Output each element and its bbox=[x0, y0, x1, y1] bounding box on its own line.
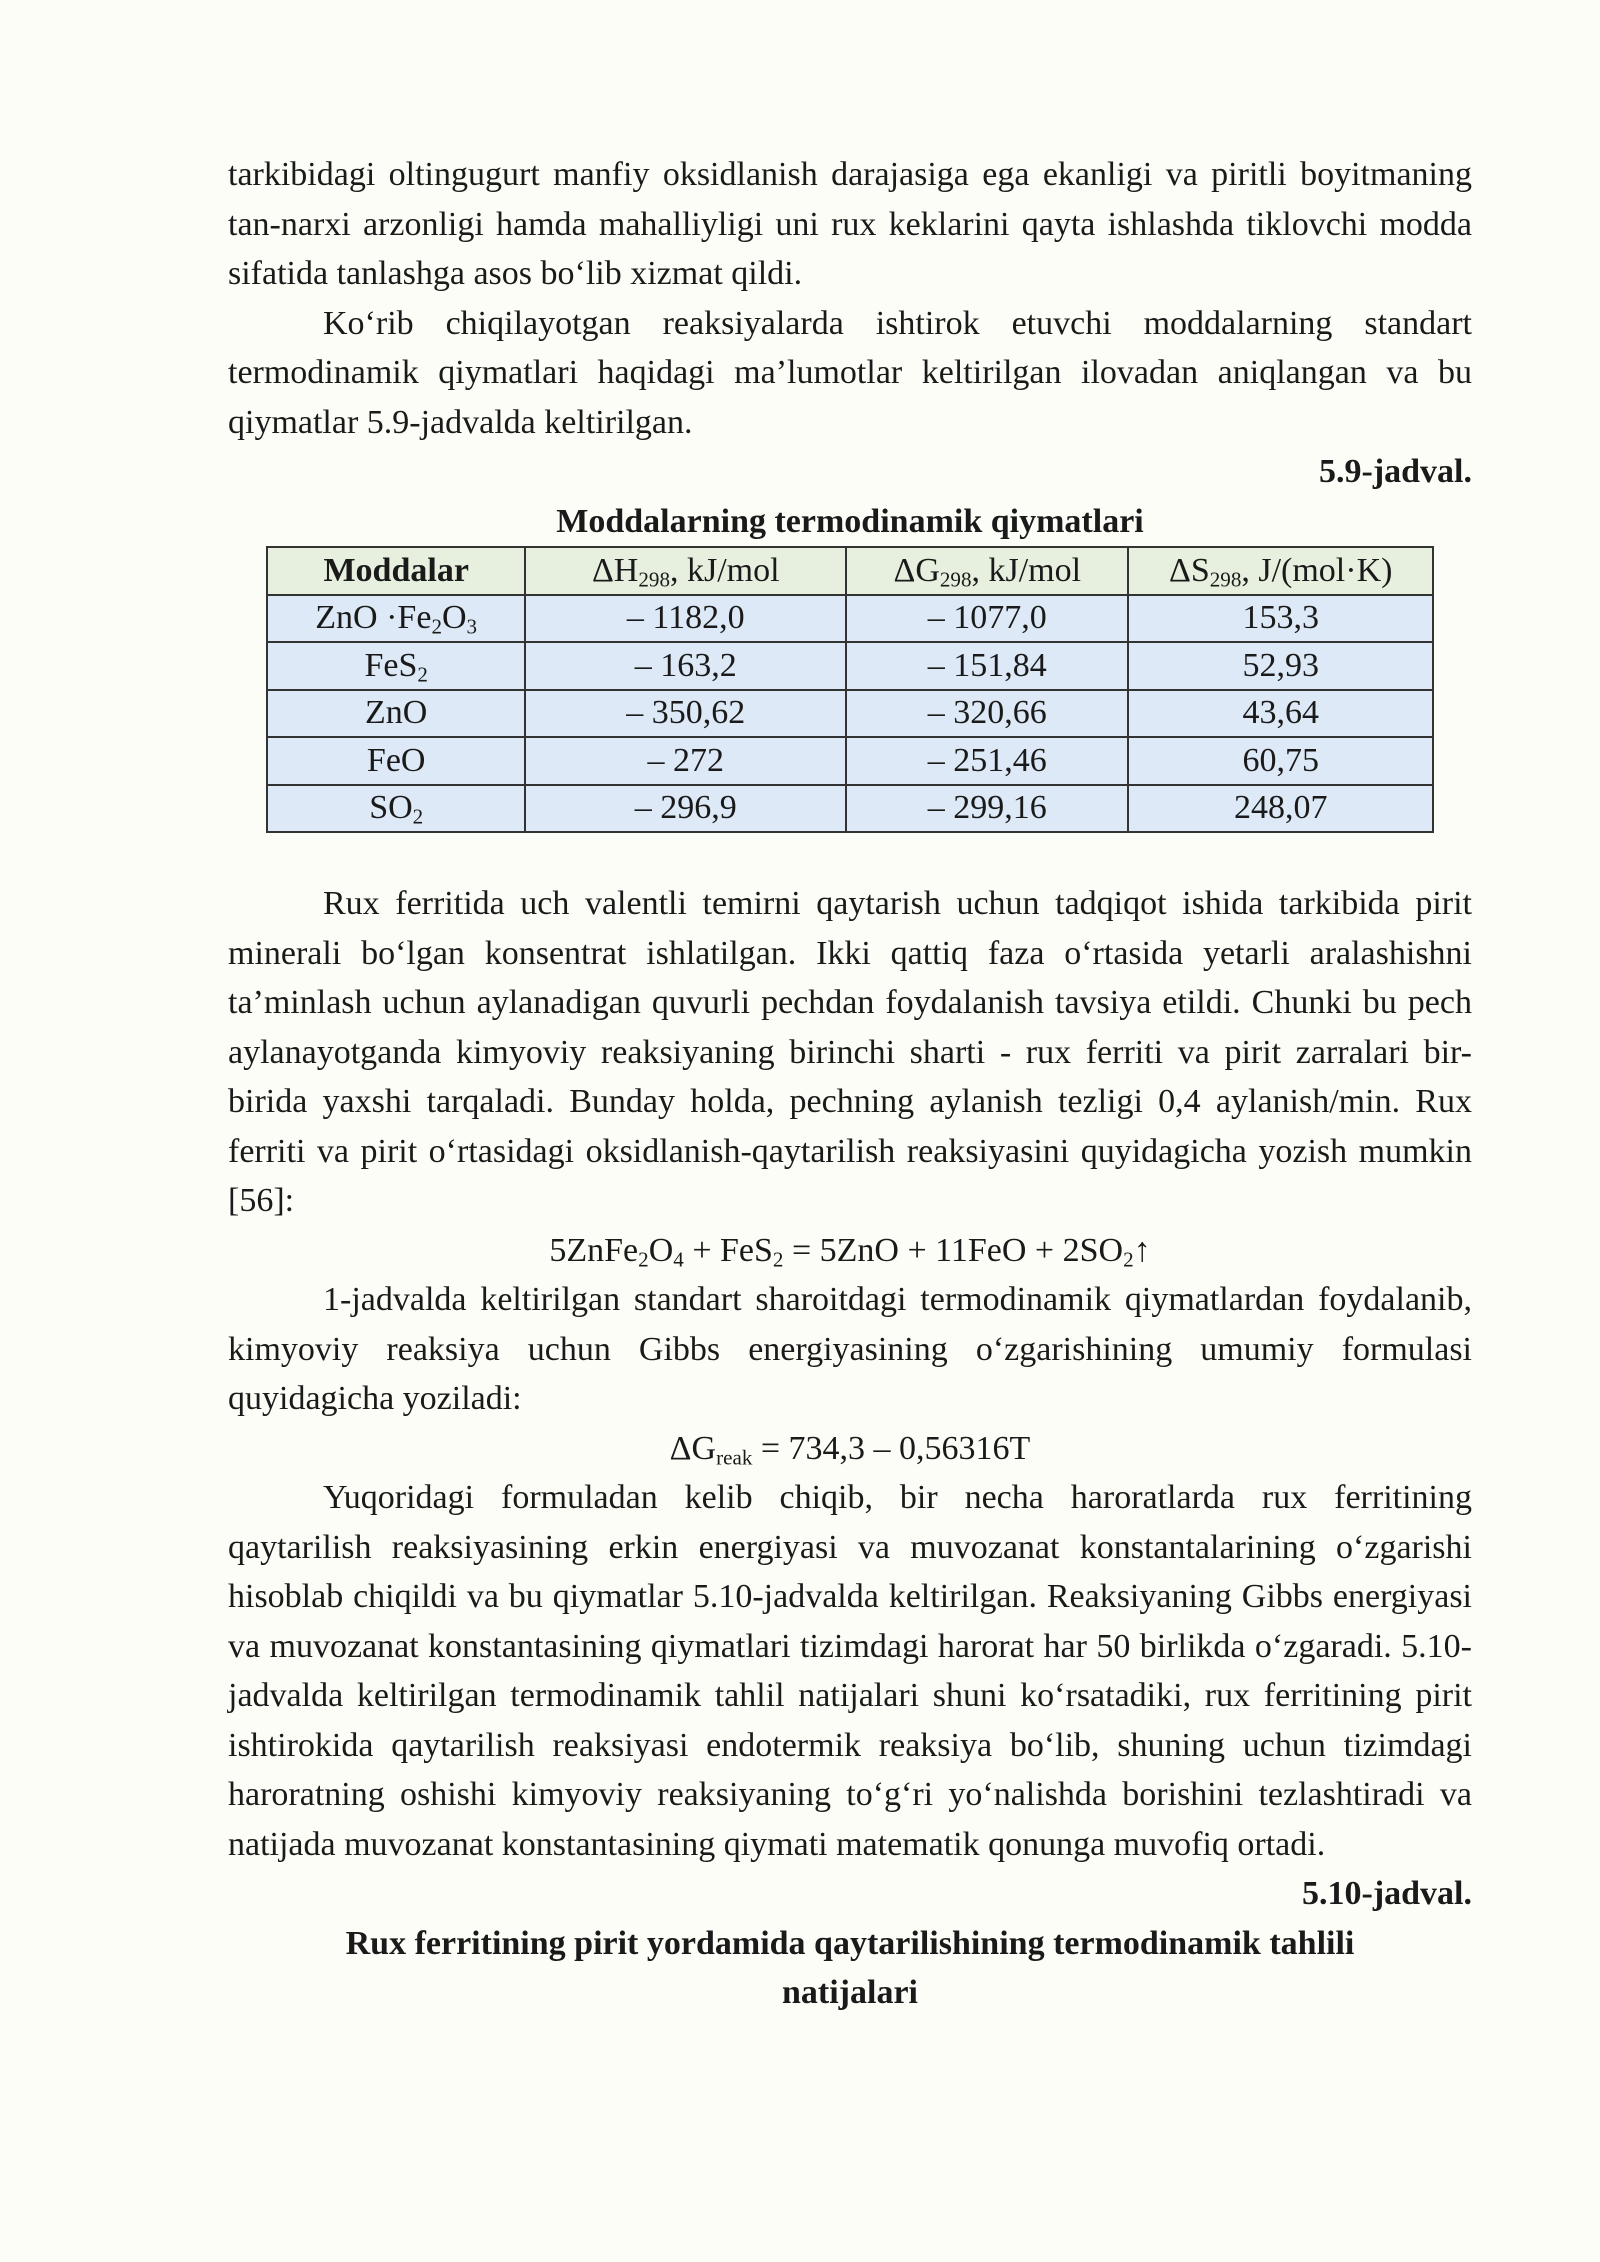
paragraph-5: Yuqoridagi formuladan kelib chiqib, bir necha haroratlarda rux ferritining qaytarilish reaksiyasining erkin energiyasi va muvozanat konstantalarining o‘zgarishi hisoblab chiqildi va bu qiymatlar 5.10-jadvalda keltirilgan. Reaksiyaning Gibbs energiyasi va muvozanat konstantasining qiymatlari tizimdagi harorat har 50 birlikda o‘zgaradi. 5.10-jadvalda keltirilgan termodinamik tahlil natijalari shuni ko‘rsatadiki, rux ferritining pirit ishtirokida qaytarilish reaksiyasi endotermik reaksiya bo‘lib, shuning uchun tizimdagi haroratning oshishi kimyoviy reaksiyaning to‘g‘ri yo‘nalishda borishini tezlashtiradi va natijada muvozanat konstantasining qiymati matematik qonunga muvofiq ortadi. bbox=[228, 1479, 1472, 1863]
enthalpy-cell: – 350,62 bbox=[525, 690, 846, 738]
table-title-line-2: natijalari bbox=[782, 1974, 918, 2011]
table-number-5-9: 5.9-jadval. bbox=[1319, 453, 1472, 490]
entropy-cell: 248,07 bbox=[1128, 785, 1433, 833]
paragraph-2: Ko‘rib chiqilayotgan reaksiyalarda ishtirok etuvchi moddalarning standart termodinamik qiymatlari haqidagi ma’lumotlar keltirilgan ilovadan aniqlangan va bu qiymatlar 5.9-jadvalda keltirilgan. bbox=[228, 304, 1472, 441]
gibbs-cell: – 151,84 bbox=[846, 642, 1128, 690]
header-substances: Moddalar bbox=[267, 547, 525, 595]
substance-cell: $SO_2$ bbox=[267, 785, 525, 833]
gibbs-cell: – 1077,0 bbox=[846, 595, 1128, 643]
spacer bbox=[228, 833, 1472, 879]
table-row bbox=[267, 690, 1433, 738]
enthalpy-cell: – 1182,0 bbox=[525, 595, 846, 643]
entropy-cell: 43,64 bbox=[1128, 690, 1433, 738]
substance-cell: ZnO $\cdot Fe_2O_3$ bbox=[267, 595, 525, 643]
table-title-5-9: Moddalarning termodinamik qiymatlari bbox=[556, 502, 1144, 540]
enthalpy-cell: – 296,9 bbox=[525, 785, 846, 833]
table-row bbox=[267, 642, 1433, 690]
table-title-5-10 bbox=[228, 1919, 1472, 2018]
gibbs-cell: – 251,46 bbox=[846, 737, 1128, 785]
page-content bbox=[228, 150, 1472, 2018]
gibbs-energy-formula: $\Delta G_{reak} = 734,3 - 0,56316T$ bbox=[669, 1429, 1031, 1469]
substance-cell: FeS$_2$ bbox=[267, 642, 525, 690]
entropy-cell: 153,3 bbox=[1128, 595, 1433, 643]
header-gibbs: $\Delta G_{298}$, kJ/mol bbox=[846, 547, 1128, 595]
table-number-5-10: 5.10-jadval. bbox=[1302, 1875, 1472, 1912]
paragraph-3: Rux ferritida uch valentli temirni qaytarish uchun tadqiqot ishida tarkibida pirit minerali bo‘lgan konsentrat ishlatilgan. Ikki qattiq faza o‘rtasida yetarli aralashishni ta’minlash uchun aylanadigan quvurli pechdan foydalanish tavsiya etildi. Chunki bu pech aylanayotganda kimyoviy reaksiyaning birinchi sharti - rux ferriti va pirit zarralari bir-birida yaxshi tarqaladi. Bunday holda, pechning aylanish tezligi 0,4 aylanish/min. Rux ferriti va pirit o‘rtasidagi oksidlanish-qaytarilish reaksiyasini quyidagicha yozish mumkin [56]: bbox=[228, 885, 1472, 1219]
entropy-cell: 60,75 bbox=[1128, 737, 1433, 785]
table-header-row bbox=[267, 547, 1433, 595]
header-enthalpy: $\Delta H_{298}$, kJ/mol bbox=[525, 547, 846, 595]
enthalpy-cell: – 163,2 bbox=[525, 642, 846, 690]
paragraph-4: 1-jadvalda keltirilgan standart sharoitdagi termodinamik qiymatlardan foydalanib, kimyoviy reaksiya uchun Gibbs energiyasining o‘zgarishining umumiy formulasi quyidagicha yoziladi: bbox=[228, 1281, 1472, 1417]
paragraph-1: tarkibidagi oltingugurt manfiy oksidlanish darajasiga ega ekanligi va piritli boyitmaning tan-narxi arzonligi hamda mahalliyligi uni rux keklarini qayta ishlashda tiklovchi modda sifatida tanlashga asos bo‘lib xizmat qildi. bbox=[228, 156, 1472, 292]
table-row bbox=[267, 595, 1433, 643]
thermodynamic-values-table bbox=[266, 546, 1434, 833]
gibbs-cell: – 299,16 bbox=[846, 785, 1128, 833]
table-row bbox=[267, 785, 1433, 833]
substance-cell: ZnO bbox=[267, 690, 525, 738]
table-title-line-1: Rux ferritining pirit yordamida qaytarilishining termodinamik tahlili bbox=[345, 1924, 1355, 1962]
reaction-equation: $5ZnFe_2O_4 + FeS_2 = 5ZnO + 11FeO$ + $2SO_2↑$ bbox=[549, 1231, 1151, 1271]
header-entropy: $\Delta S_{298}$, J/(mol·K) bbox=[1128, 547, 1433, 595]
gibbs-cell: – 320,66 bbox=[846, 690, 1128, 738]
enthalpy-cell: – 272 bbox=[525, 737, 846, 785]
table-row bbox=[267, 737, 1433, 785]
entropy-cell: 52,93 bbox=[1128, 642, 1433, 690]
substance-cell: FeO bbox=[267, 737, 525, 785]
